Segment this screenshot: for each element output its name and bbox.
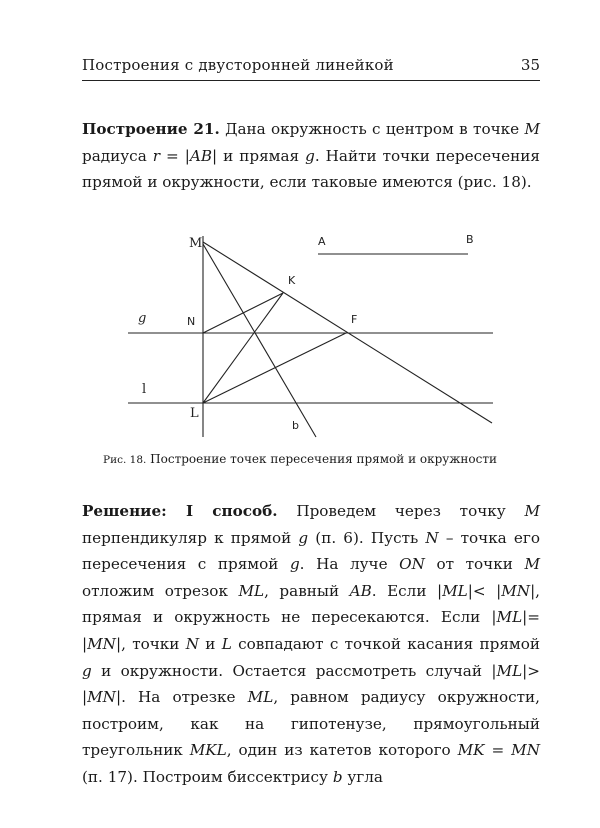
text-run: перпендикуляр к прямой	[82, 528, 299, 547]
text-run: . Найти точки пересечения прямой и окружности, если таковые имеются (рис. 18).	[82, 146, 540, 192]
text-run: угла	[342, 767, 383, 786]
label-N: N	[187, 315, 196, 328]
math-var: N	[425, 528, 439, 547]
label-M: M	[189, 236, 203, 251]
math-var: MKL	[189, 741, 227, 760]
text-run: |= |	[82, 608, 540, 653]
text-run: радиуса	[82, 146, 153, 165]
math-var: MN	[501, 581, 531, 600]
construction-label: Построение 21.	[82, 120, 220, 138]
math-var: ML	[247, 688, 274, 707]
label-L: L	[190, 406, 199, 421]
text-run: |. На отрезке	[115, 688, 248, 707]
text-run: и	[199, 634, 222, 653]
segment-LF	[203, 333, 346, 403]
math-var: ML	[238, 581, 265, 600]
math-var: MN	[87, 688, 116, 707]
caption-text: Построение точек пересечения прямой и окружности	[146, 452, 497, 466]
header-title: Построения с двусторонней линейкой	[82, 56, 394, 74]
label-F: F	[351, 313, 358, 326]
text-run: Проведем через точку	[277, 502, 525, 520]
math-var: MN	[511, 741, 540, 760]
text-run: . На луче	[299, 555, 400, 574]
text-run: , равный	[264, 581, 350, 600]
text-run: |< |	[467, 581, 502, 600]
text-run: и окружности. Остается рассмотреть случай |	[91, 661, 497, 680]
math-var: N	[185, 634, 200, 653]
math-var: r	[152, 146, 161, 165]
text-run: |, прямая и окружность не пересекаются. Если |	[82, 581, 541, 627]
line-b	[203, 244, 316, 437]
math-var: M	[524, 120, 540, 138]
solution-paragraph	[82, 498, 540, 791]
text-run: Дана окружность с центром в точке	[219, 120, 525, 138]
construction-paragraph	[82, 116, 540, 196]
math-var: AB	[189, 146, 212, 165]
math-var: ML	[496, 661, 523, 680]
math-var: g	[298, 528, 309, 547]
label-K: K	[288, 274, 296, 287]
text-run: | и прямая	[212, 146, 306, 165]
text-run: = |	[160, 146, 190, 165]
math-var: MN	[87, 634, 116, 653]
label-g: g	[138, 311, 147, 326]
figure-18	[0, 220, 600, 445]
math-var: MK	[457, 741, 485, 760]
text-run: – точка его пересечения с прямой	[82, 528, 540, 574]
text-run: , равном радиусу окружности, построим, как на гипотенузе, прямоугольный треугольник	[82, 688, 540, 760]
math-var: g	[305, 146, 315, 165]
math-var: g	[82, 661, 92, 680]
page-number: 35	[520, 56, 540, 74]
text-run: |, точки	[115, 634, 186, 653]
math-var: AB	[349, 581, 372, 600]
label-l: l	[142, 382, 147, 397]
math-var: M	[524, 502, 541, 520]
segment-NK	[203, 293, 283, 333]
caption-number: Рис. 18.	[103, 454, 147, 466]
math-var: M	[524, 555, 540, 574]
text-run: (п. 17). Построим биссектрису	[82, 767, 333, 786]
segment-KL	[203, 293, 283, 403]
text-run: =	[484, 741, 512, 760]
label-A: A	[318, 235, 326, 248]
solution-label: Решение: I способ.	[82, 502, 278, 520]
math-var: g	[289, 555, 300, 574]
construction-diagram	[0, 220, 600, 445]
label-B: B	[466, 233, 474, 246]
text-run: . Если |	[371, 581, 443, 600]
math-var: ML	[442, 581, 468, 600]
figure-caption	[0, 452, 600, 466]
math-var: ML	[496, 608, 523, 627]
math-var: ON	[399, 555, 425, 574]
text-run: , один из катетов которого	[226, 741, 458, 760]
math-var: L	[221, 634, 232, 653]
text-run: |> |	[82, 661, 540, 707]
text-run: (п. 6). Пусть	[308, 528, 426, 547]
running-header	[82, 56, 540, 81]
text-run: от точки	[424, 555, 525, 574]
text-run: совпадают с точкой касания прямой	[231, 634, 540, 653]
label-b: b	[292, 419, 299, 432]
text-run: отложим отрезок	[82, 581, 239, 600]
math-var: b	[332, 767, 343, 786]
